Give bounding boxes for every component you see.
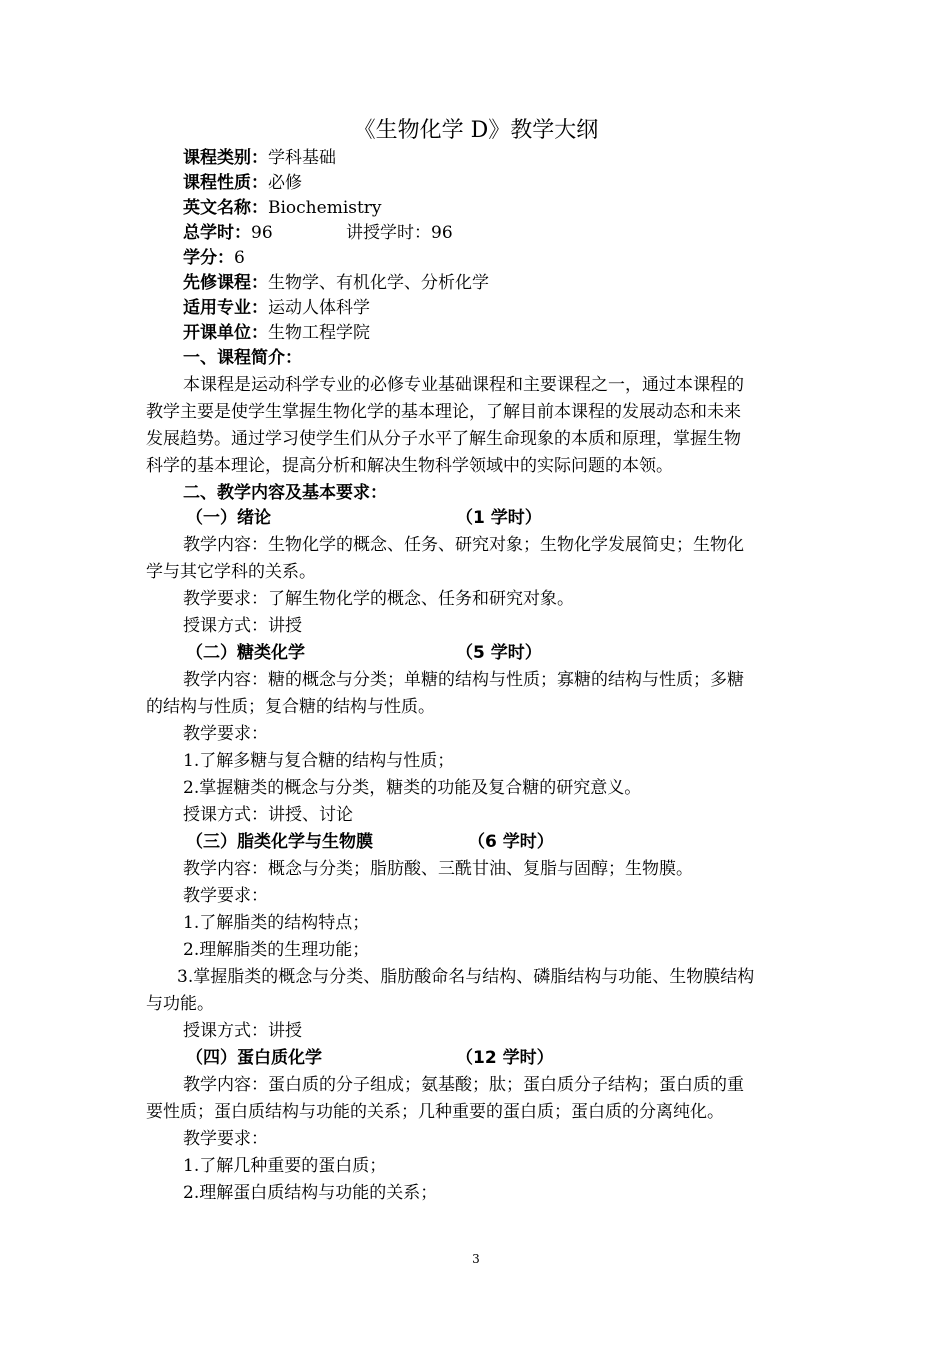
section-title: （三）脂类化学与生物膜	[186, 832, 373, 852]
meta-major: 适用专业：运动人体科学	[183, 298, 370, 318]
section-heading	[186, 640, 850, 667]
section-requirement: 1.了解几种重要的蛋白质；	[183, 1156, 387, 1176]
section-requirement: 1.了解脂类的结构特点；	[183, 913, 370, 933]
page-number: 3	[472, 1252, 480, 1266]
section-requirement: 2.掌握糖类的概念与分类，糖类的功能及复合糖的研究意义。	[183, 778, 642, 798]
meta-course-category: 课程类别：学科基础	[183, 148, 336, 168]
section-hours: （6 学时）	[468, 832, 554, 852]
intro-line: 本课程是运动科学专业的必修专业基础课程和主要课程之一，通过本课程的	[183, 375, 744, 395]
section-content: 教学内容：糖的概念与分类；单糖的结构与性质；寡糖的结构与性质；多糖	[183, 670, 744, 690]
content-heading: 二、教学内容及基本要求：	[183, 483, 387, 503]
section-content: 教学内容：蛋白质的分子组成；氨基酸；肽；蛋白质分子结构；蛋白质的重	[183, 1075, 744, 1095]
intro-line: 科学的基本理论，提高分析和解决生物科学领域中的实际问题的本领。	[146, 456, 673, 476]
section-title: （二）糖类化学	[186, 643, 305, 663]
section-title: （四）蛋白质化学	[186, 1048, 322, 1068]
section-requirement: 教学要求：	[183, 724, 268, 744]
section-content: 教学内容：生物化学的概念、任务、研究对象；生物化学发展简史；生物化	[183, 535, 744, 555]
section-content: 的结构与性质；复合糖的结构与性质。	[146, 697, 435, 717]
section-hours: （12 学时）	[456, 1048, 554, 1068]
intro-line: 教学主要是使学生掌握生物化学的基本理论，了解目前本课程的发展动态和未来	[146, 402, 741, 422]
section-heading	[186, 1045, 850, 1072]
section-requirement: 1.了解多糖与复合糖的结构与性质；	[183, 751, 455, 771]
section-method: 授课方式：讲授	[183, 1021, 302, 1041]
section-content: 教学内容：概念与分类；脂肪酸、三酰甘油、复脂与固醇；生物膜。	[183, 859, 693, 879]
meta-prerequisites: 先修课程：生物学、有机化学、分析化学	[183, 273, 489, 293]
section-hours: （5 学时）	[456, 643, 542, 663]
section-requirement: 教学要求：了解生物化学的概念、任务和研究对象。	[183, 589, 574, 609]
page-title: 《生物化学 D》教学大纲	[353, 118, 599, 143]
meta-lecture-hours: 讲授学时：96	[346, 223, 453, 243]
intro-heading: 一、课程简介：	[183, 348, 302, 368]
section-method: 授课方式：讲授	[183, 616, 302, 636]
section-hours: （1 学时）	[456, 508, 542, 528]
section-requirement: 2.理解脂类的生理功能；	[183, 940, 370, 960]
section-requirement: 与功能。	[146, 994, 214, 1014]
meta-english-name: 英文名称：Biochemistry	[183, 198, 382, 218]
section-requirement: 3.掌握脂类的概念与分类、脂肪酸命名与结构、磷脂结构与功能、生物膜结构	[177, 967, 755, 987]
section-heading	[186, 505, 850, 532]
section-title: （一）绪论	[186, 508, 271, 528]
section-heading	[186, 829, 850, 856]
intro-line: 发展趋势。通过学习使学生们从分子水平了解生命现象的本质和原理，掌握生物	[146, 429, 741, 449]
meta-total-hours: 总学时：96 讲授学时：96	[183, 220, 810, 247]
meta-course-nature: 课程性质：必修	[183, 173, 302, 193]
section-requirement: 教学要求：	[183, 1129, 268, 1149]
meta-department: 开课单位：生物工程学院	[183, 323, 370, 343]
section-content: 学与其它学科的关系。	[146, 562, 316, 582]
section-requirement: 2.理解蛋白质结构与功能的关系；	[183, 1183, 438, 1203]
section-method: 授课方式：讲授、讨论	[183, 805, 353, 825]
section-requirement: 教学要求：	[183, 886, 268, 906]
section-content: 要性质；蛋白质结构与功能的关系；几种重要的蛋白质；蛋白质的分离纯化。	[146, 1102, 724, 1122]
meta-credits: 学分：6	[183, 248, 245, 268]
